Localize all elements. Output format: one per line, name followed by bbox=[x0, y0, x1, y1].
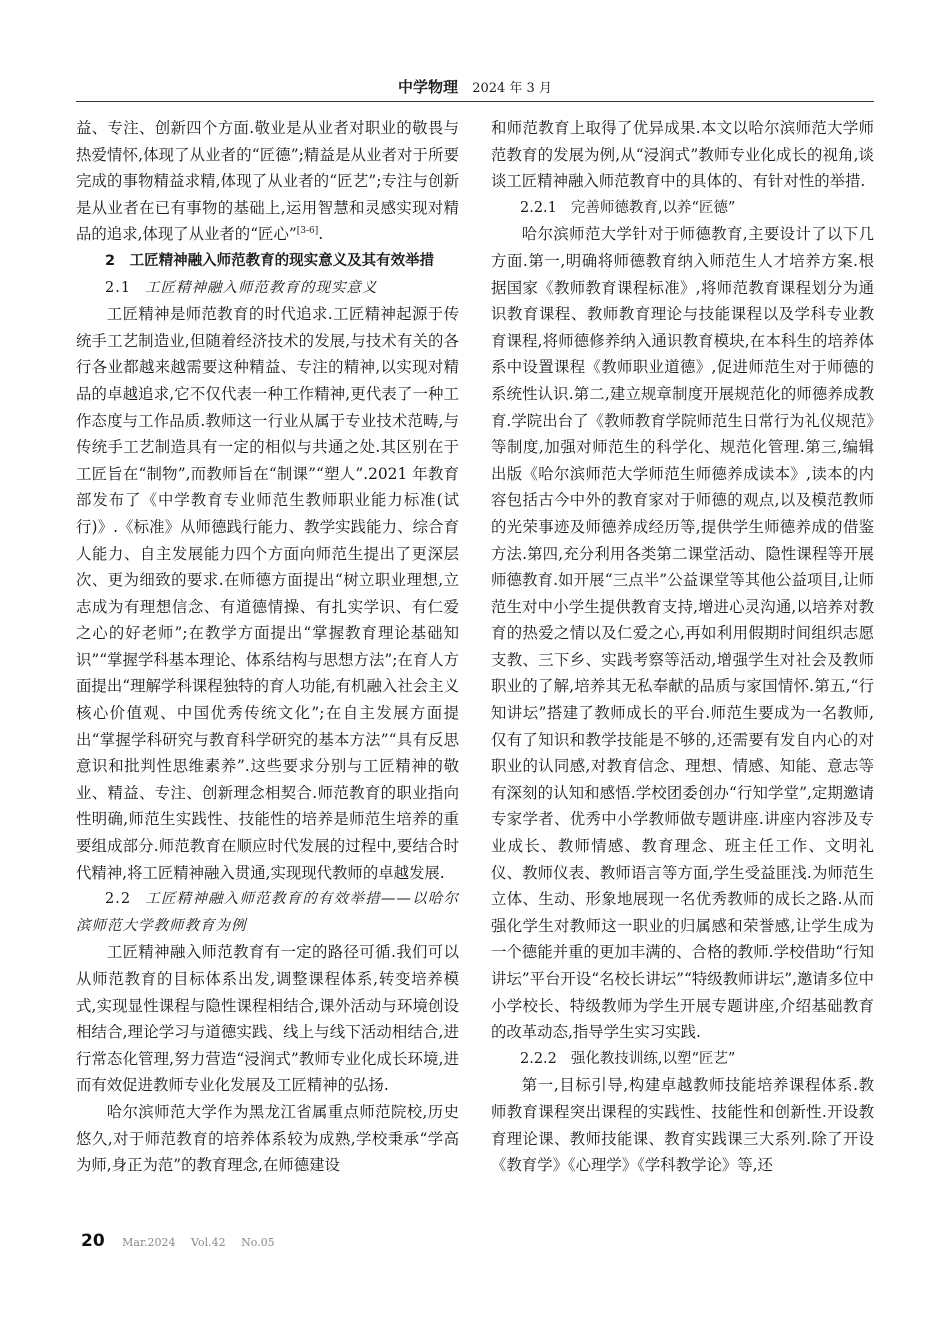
header-rule bbox=[76, 101, 874, 102]
section-number: 2.2.2 bbox=[520, 1050, 557, 1067]
paragraph: 哈尔滨师范大学作为黑龙江省属重点师范院校,历史悠久,对于师范教育的培养体系较为成熟,学校秉承“学高为师,身正为范”的教育理念,在师德建设 bbox=[76, 1102, 459, 1175]
footer-number: No.05 bbox=[241, 1236, 275, 1249]
issue-date: 2024 年 3 月 bbox=[472, 81, 552, 96]
section-number: 2.2.1 bbox=[520, 199, 557, 216]
paragraph: 和师范教育上取得了优异成果.本文以哈尔滨师范大学师范教育的发展为例,从“浸润式”教师专业化成长的视角,谈谈工匠精神融入师范教育中的具体的、有针对性的举措. bbox=[491, 119, 874, 191]
paragraph-text: 益、专注、创新四个方面.敬业是从业者对职业的敬畏与热爱情怀,体现了从业者的“匠德”;精益是从业者对于所要完成的事物精益求精,体现了从业者的“匠艺”;专注与创新是从业者在已有事物的基础上,运用智慧和灵感实现对精品的追求,体现了从业者的“匠心” bbox=[76, 119, 459, 244]
citation: [3-6] bbox=[296, 226, 319, 237]
section-title: 完善师德教育,以养“匠德” bbox=[570, 199, 736, 216]
paragraph bbox=[76, 115, 459, 248]
paragraph-end: . bbox=[318, 225, 324, 244]
section-number: 2.1 bbox=[105, 279, 132, 296]
section-title: 强化教技训练,以塑“匠艺” bbox=[570, 1050, 736, 1067]
section-heading-2: 2 工匠精神融入师范教育的现实意义及其有效举措 bbox=[105, 252, 435, 269]
footer-date: Mar.2024 bbox=[122, 1236, 176, 1249]
paragraph: 哈尔滨师范大学针对于师德教育,主要设计了以下几方面.第一,明确将师德教育纳入师范生人才培养方案.根据国家《教师教育课程标准》,将师范教育课程划分为通识教育课程、教师教育理论与技能课程以及学科专业教育课程,将师德修养纳入通识教育模块,在本科生的培养体系中设置课程《教师职业道德》,促进师范生对于师德的系统性认识.第二,建立规章制度开展规范化的师德养成教育.学院出台了《教师教育学院师范生日常行为礼仪规范》等制度,加强对师范生的科学化、规范化管理.第三,编辑出版《哈尔滨师范大学师范生师德养成读本》,读本的内容包括古今中外的教育家对于师德的观点,以及模范教师的光荣事迹及师德养成经历等,提供学生师德养成的借鉴方法.第四,充分利用各类第二课堂活动、隐性课程等开展师德教育.如开展“三点半”公益课堂等其他公益项目,让师范生对中小学生提供教育支持,增进心灵沟通,以培养对教育的热爱之情以及仁爱之心,再如利用假期时间组织志愿支教、三下乡、实践考察等活动,增强学生对社会及教师职业的了解,培养其无私奉献的品质与家国情怀.第五,“行知讲坛”搭建了教师成长的平台.师范生要成为一名教师,仅有了知识和教学技能是不够的,还需要有发自内心的对职业的认同感,对教育信念、理想、情感、知能、意志等有深刻的认知和感悟.学校团委创办“行知学堂”,定期邀请专家学者、优秀中小学教师做专题讲座.讲座内容涉及专业成长、教师情感、教育理念、班主任工作、文明礼仪、教师仪表、教师语言等方面,学生受益匪浅.为师范生立体、生动、形象地展现一名优秀教师的成长之路.从而强化学生对教师这一职业的归属感和荣誉感,让学生成为一个德能并重的更加丰满的、合格的教师.学校借助“行知讲坛”平台开设“名校长讲坛”“特级教师讲坛”,邀请多位中小学校长、特级教师为学生开展专题讲座,介绍基础教育的改革动态,指导学生实习实践. bbox=[491, 225, 874, 1042]
section-heading-2-2-2 bbox=[491, 1046, 874, 1073]
page-footer bbox=[81, 1231, 287, 1251]
section-heading-2-1 bbox=[76, 275, 459, 302]
section-heading-2-2 bbox=[76, 886, 459, 939]
footer-volume: Vol.42 bbox=[191, 1236, 226, 1249]
section-title: 工匠精神融入师范教育的有效举措——以哈尔滨师范大学教师教育为例 bbox=[76, 891, 459, 934]
paragraph: 工匠精神是师范教育的时代追求.工匠精神起源于传统手工艺制造业,但随着经济技术的发展,与技术有关的各行各业都越来越需要这种精益、专注的精神,以实现对精品的卓越追求,它不仅代表一种工作精神,更代表了一种工作态度与工作品质.教师这一行业从属于专业技术范畴,与传统手工艺制造具有一定的相似与共通之处.其区别在于工匠旨在“制物”,而教师旨在“制课”“塑人”.2021 年教育部发布了《中学教育专业师范生教师职业能力标准(试行)》.《标准》从师德践行能力、教学实践能力、综合育人能力、自主发展能力四个方面向师范生提出了更深层次、更为细致的要求.在师德方面提出“树立职业理想,立志成为有理想信念、有道德情操、有扎实学识、有仁爱之心的好老师”;在教学方面提出“掌握教育理论基础知识”“掌握学科基本理论、体系结构与思想方法”;在育人方面提出“理解学科课程独特的育人功能,有机融入社会主义核心价值观、中国优秀传统文化”;在自主发展方面提出“掌握学科研究与教育科学研究的基本方法”“具有反思意识和批判性思维素养”.这些要求分别与工匠精神的敬业、精益、专注、创新理念相契合.师范教育的职业指向性明确,师范生实践性、技能性的培养是师范生培养的重要组成部分.师范教育在顺应时代发展的过程中,要结合时代精神,将工匠精神融入贯通,实现现代教师的卓越发展. bbox=[76, 305, 459, 882]
left-column bbox=[76, 115, 459, 1179]
paragraph: 工匠精神融入师范教育有一定的路径可循.我们可以从师范教育的目标体系出发,调整课程体系,转变培养模式,实现显性课程与隐性课程相结合,课外活动与环境创设相结合,理论学习与道德实践、线上与线下活动相结合,进行常态化管理,努力营造“浸润式”教师专业化成长环境,进而有效促进教师专业化发展及工匠精神的弘扬. bbox=[76, 943, 459, 1095]
paragraph: 第一,目标引导,构建卓越教师技能培养课程体系.教师教育课程突出课程的实践性、技能性和创新性.开设教育理论课、教师技能课、教育实践课三大系列.除了开设《教育学》《心理学》《学科教学论》等,还 bbox=[491, 1076, 874, 1175]
right-column bbox=[491, 115, 874, 1179]
running-header bbox=[0, 76, 950, 97]
page-number: 20 bbox=[81, 1231, 105, 1251]
section-number: 2.2 bbox=[105, 891, 132, 908]
section-title: 工匠精神融入师范教育的现实意义 bbox=[145, 279, 378, 296]
section-heading-2-2-1 bbox=[491, 195, 874, 222]
journal-name: 中学物理 bbox=[398, 78, 459, 96]
